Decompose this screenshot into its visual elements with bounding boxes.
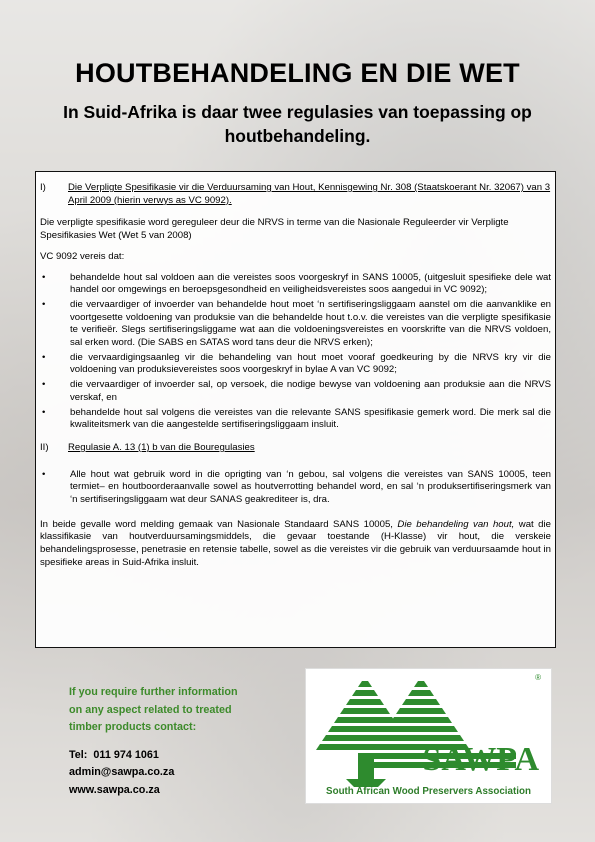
contact-heading <box>69 684 299 737</box>
contact-heading-line: If you require further information <box>69 686 238 698</box>
contact-block <box>69 684 299 799</box>
list-item-text: die vervaardigingsaanleg vir die behandeling van hout moet vooraf goedkeuring by die NRVS kry vir die voldoening van produksievereistes soos voorgeskryf in bylae A van VC 9092; <box>70 351 551 376</box>
section-number: I) <box>40 182 46 193</box>
page-title: HOUTBEHANDELING EN DIE WET <box>75 58 520 88</box>
registered-mark: ® <box>535 673 541 682</box>
list-item-text: die vervaardiger of invoerder van behandelde hout moet ‘n sertifiseringsliggaam aanstel om die aanvanklike en voortgesette voldoening van produksie van die behandelde hout t.o.v. die vereistes van die verpligte spesifikasie te verifieër. Slegs sertifiseringsliggame wat aan die voldoeningsvereistes en voorskrifte van die NRVS voldoen, sal erken word. (Die SABS en SATAS word tans deur die NRVS erken); <box>70 298 551 349</box>
bullet-icon: • <box>42 406 46 418</box>
contact-email[interactable]: admin@sawpa.co.za <box>69 766 175 778</box>
section-1-heading <box>40 182 551 207</box>
bullet-icon: • <box>42 271 46 283</box>
section-1-bullet-list <box>40 272 551 432</box>
contact-heading-line: timber products contact: <box>69 721 197 733</box>
section-title: Die Verpligte Spesifikasie vir die Verduursaming van Hout, Kennisgewing Nr. 308 (Staatskoerant Nr. 32067) van 3 April 2009 (hierin verwys as VC 9092). <box>68 182 551 206</box>
list-item-text: die vervaardiger of invoerder sal, op versoek, die nodige bewyse van voldoening aan produksie aan die NRVS verskaf, en <box>70 379 551 403</box>
contact-phone <box>69 747 299 765</box>
bullet-icon: • <box>42 351 46 363</box>
section-number: II) <box>40 441 49 453</box>
list-item <box>40 469 551 507</box>
section-2-heading <box>40 442 551 455</box>
regulations-panel <box>35 171 556 648</box>
association-name: South African Wood Preservers Association <box>326 786 531 797</box>
list-item <box>40 299 551 350</box>
standard-name: Die behandeling van hout, <box>397 518 515 530</box>
section-title: Regulasie A. 13 (1) b van die Bouregulasies <box>68 441 255 453</box>
list-item <box>40 407 551 432</box>
paragraph: VC 9092 vereis dat: <box>40 250 125 262</box>
closing-text-start: In beide gevalle word melding gemaak van Nasionale Standaard SANS 10005, <box>40 518 398 530</box>
bullet-icon: • <box>42 298 46 310</box>
list-item <box>40 379 551 404</box>
contact-heading-line: on any aspect related to treated <box>69 703 232 716</box>
bullet-icon: • <box>42 468 46 480</box>
phone-label: Tel: <box>69 748 88 761</box>
bullet-icon: • <box>42 379 46 391</box>
tree-stripes-icon <box>306 669 553 805</box>
list-item-text: behandelde hout sal voldoen aan die vereistes soos voorgeskryf in SANS 10005, (uitgesluit spesifieke dele wat handel oor omgewings en beroepsgesondheid en veiligheidsvereistes soos aangedui in VC 9092); <box>70 271 551 296</box>
list-item <box>40 272 551 297</box>
closing-paragraph <box>40 519 551 570</box>
list-item-text: behandelde hout sal volgens die vereistes van die relevante SANS spesifikasie gemerk word. Die merk sal die kwaliteitsmerk van die aangestelde sertifiseringsliggaam insluit. <box>70 406 551 431</box>
page-subtitle: In Suid-Afrika is daar twee regulasies van toepassing op houtbehandeling. <box>63 102 532 146</box>
list-item <box>40 352 551 377</box>
section-2-bullet-list <box>40 469 551 507</box>
closing-text-end: wat die klassifikasie van houtverduursamingsmiddels, die gevaar toestande (H-Klasse) vir hout, die verskeie behandelingsprosesse, penetrasie en retensie tabelle, sowel as die vereistes vir die gebruik van verduursaamde hout in spesifieke areas in Suid-Afrika insluit. <box>40 518 551 568</box>
phone-number[interactable]: 011 974 1061 <box>93 748 159 761</box>
list-item-text: Alle hout wat gebruik word in die oprigting van ‘n gebou, sal volgens die vereistes van SANS 10005, teen termiet– en houtboorderaanvalle sowel as houtverrotting behandel word, en sal ‘n produksertifiseringsmerk van ‘n sertifiseringsliggaam wat deur SANAS geakrediteer is, dra. <box>70 468 551 506</box>
sawpa-wordmark: SAWPA <box>422 741 539 778</box>
contact-website[interactable]: www.sawpa.co.za <box>69 783 160 796</box>
sawpa-logo <box>305 668 552 804</box>
paragraph: Die verpligte spesifikasie word gereguleer deur die NRVS in terme van die Nasionale Reguleerder vir Verpligte Spesifikasies Wet (Wet 5 van 2008) <box>40 217 509 242</box>
